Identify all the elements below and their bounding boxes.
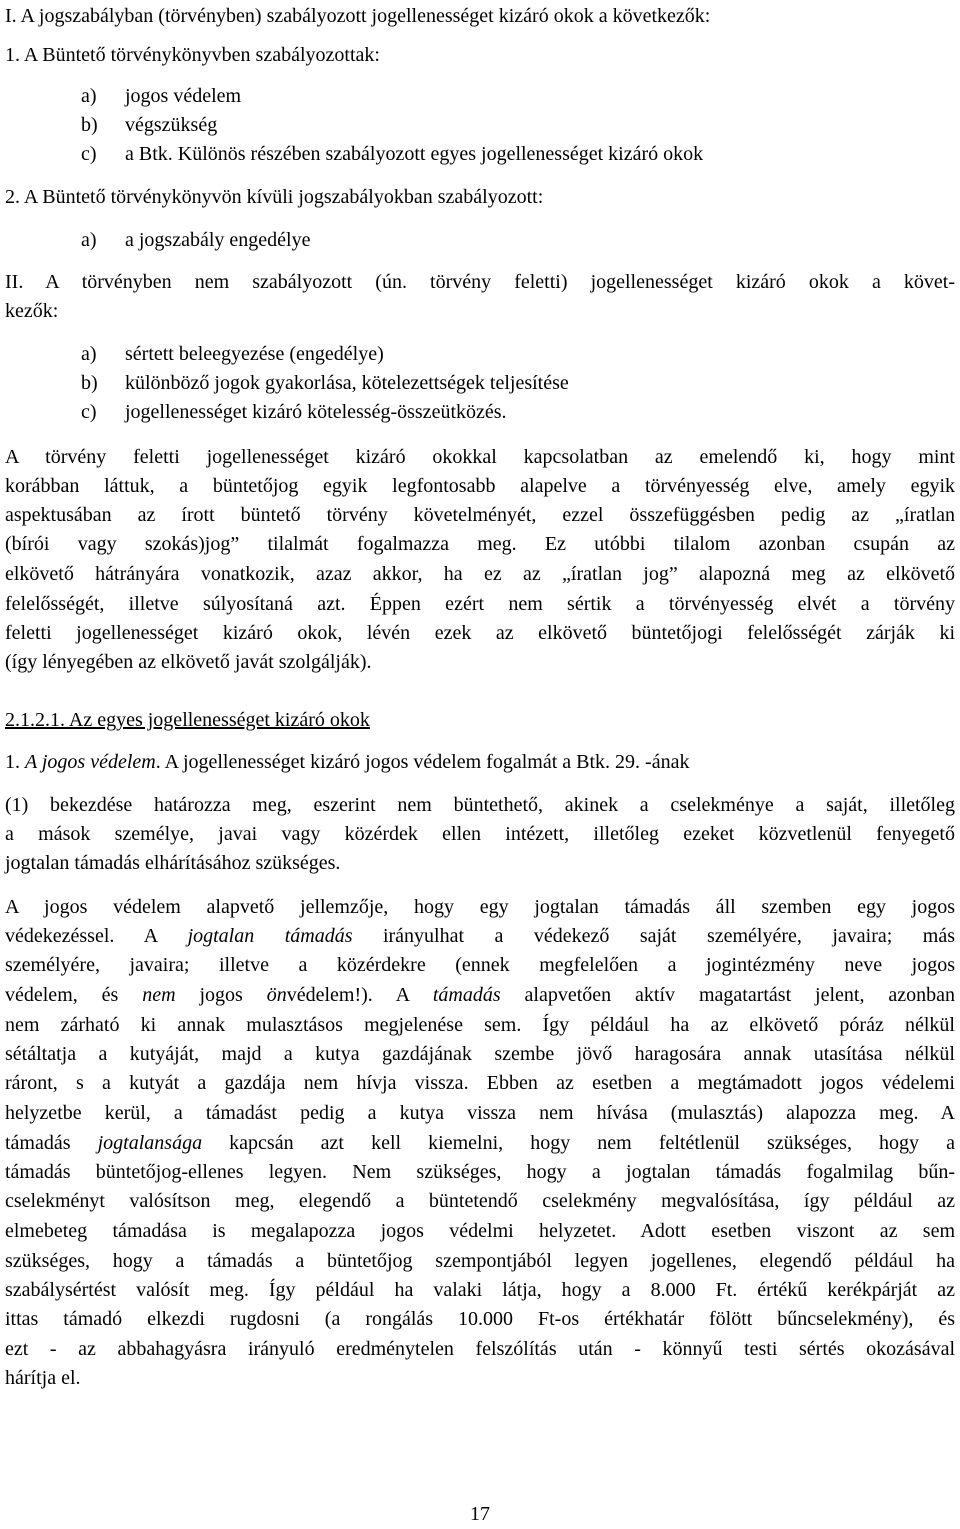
para3-line: védelem, és nem jogos önvédelem!). A támadás alapvetően aktív magatartást jelent, azonban (5, 984, 955, 1006)
para3-line: cselekményt valósítson meg, elegendő a büntetendő cselekmény megvalósítása, így például az (5, 1190, 955, 1212)
emphasis: ön (266, 984, 287, 1006)
list-item-text: végszükség (125, 114, 218, 136)
emphasis: jogtalansága (97, 1132, 203, 1154)
list-item-label: b) (81, 114, 98, 136)
para3-line: ittas támadó elkezdi rugdosni (a rongálás 10.000 Ft-os értékhatár fölött bűncselekmény), és (5, 1308, 955, 1330)
para3-line: helyzetbe kerül, a támadást pedig a kutya vissza nem hívása (mulasztás) alapozza meg. A (5, 1102, 955, 1124)
para3-line: nem zárható ki annak mulasztásos megjelenése sem. Így például ha az elkövető póráz nélkül (5, 1014, 955, 1036)
list-item-text: a Btk. Különös részében szabályozott egyes jogellenességet kizáró okok (125, 143, 704, 165)
list-item-label: c) (81, 401, 97, 423)
para1-line: A törvény feletti jogellenességet kizáró okokkal kapcsolatban az emelendő ki, hogy mint (5, 446, 955, 468)
para3-line: A jogos védelem alapvető jellemzője, hogy egy jogtalan támadás áll szemben egy jogos (5, 896, 955, 918)
section-heading: 2.1.2.1. Az egyes jogellenességet kizáró okok (5, 709, 370, 731)
para2-line: jogtalan támadás elhárításához szükséges. (5, 852, 341, 874)
para3-line: elmebeteg támadása is megalapozza jogos védelmi helyzetet. Adott esetben viszont az sem (5, 1220, 955, 1242)
list-item-text: jogos védelem (125, 85, 242, 107)
para2-line: a mások személye, javai vagy közérdek ellen intézett, illetőleg ezeket közvetlenül fenyegető (5, 823, 955, 845)
para1-line: elkövető hátrányára vonatkozik, azaz akkor, ha ez az „íratlan jog” alapozná meg az elkövető (5, 563, 955, 585)
para3-line: ezt - az abbahagyásra irányuló eredménytelen felszólítás után - könnyű testi sértés okozásával (5, 1338, 955, 1360)
para1-line: (bírói vagy szokás)jog” tilalmát fogalmazza meg. Ez utóbbi tilalom azonban csupán az (5, 533, 955, 555)
emphasis: jogtalan támadás (187, 925, 353, 947)
list-item-text: sértett beleegyezése (engedélye) (125, 343, 384, 365)
list-item-label: a) (81, 229, 97, 251)
para1-line: feletti jogellenességet kizáró okok, lévén ezek az elkövető büntetőjogi felelősségét zárják ki (5, 622, 955, 644)
para3-line: támadás büntetőjog-ellenes legyen. Nem szükséges, hogy a jogtalan támadás fogalmilag bűn- (5, 1161, 955, 1183)
list-item-label: b) (81, 372, 98, 394)
list-item-text: a jogszabály engedélye (125, 229, 311, 251)
para3-line: sétáltatja a kutyáját, majd a kutya gazdájának szembe jövő haragosára annak utasítása nélkül (5, 1043, 955, 1065)
emphasis: támadás (432, 984, 501, 1006)
para3-line: személyére, javaira; illetve a közérdekre (ennek megfelelően a jogintézmény neve jogos (5, 954, 955, 976)
page-number: 17 (470, 1503, 490, 1525)
para1-line: (így lényegében az elkövető javát szolgálják). (5, 651, 372, 673)
para3-line: hárítja el. (5, 1367, 81, 1389)
jogos-title: A jogos védelem (25, 751, 156, 773)
heading-2: 2. A Büntető törvénykönyvön kívüli jogszabályokban szabályozott: (5, 186, 544, 208)
jogos-vedelem-line (5, 748, 689, 777)
para3-line: ráront, s a kutyát a gazdája nem hívja vissza. Ebben az esetben a megtámadott jogos védelemi (5, 1072, 955, 1094)
list-item-text: jogellenességet kizáró kötelesség-összeütközés. (125, 401, 507, 423)
list-item-label: a) (81, 343, 97, 365)
list-item-label: c) (81, 143, 97, 165)
heading-II-line-2: kezők: (5, 300, 59, 322)
list-item-text: különböző jogok gyakorlása, kötelezettségek teljesítése (125, 372, 569, 394)
para3-line: szabálysértést valósít meg. Így például ha valaki látja, hogy a 8.000 Ft. értékű kerékpárját az (5, 1279, 955, 1301)
para1-line: aspektusában az írott büntető törvény követelményét, ezzel összefüggésben pedig az „íratlan (5, 504, 955, 526)
para1-line: felelősségét, illetve súlyosítaná azt. Éppen ezért nem sértik a törvényesség elvét a törvény (5, 593, 955, 615)
heading-1: 1. A Büntető törvénykönyvben szabályozottak: (5, 44, 380, 66)
para2-line: (1) bekezdése határozza meg, eszerint nem büntethető, akinek a cselekménye a saját, illetőleg (5, 794, 955, 816)
list-item-label: a) (81, 85, 97, 107)
para3-line: támadás jogtalansága kapcsán azt kell kiemelni, hogy nem feltétlenül szükséges, hogy a (5, 1132, 956, 1154)
jogos-rest: . A jogellenességet kizáró jogos védelem fogalmát a Btk. 29. -ának (155, 751, 690, 773)
jogos-number: 1. (5, 751, 20, 773)
para1-line: korábban láttuk, a büntetőjog egyik legfontosabb alapelve a törvényesség elve, amely egyik (5, 475, 955, 497)
heading-II-line-1: II. A törvényben nem szabályozott (ún. törvény feletti) jogellenességet kizáró okok a követ- (5, 271, 955, 293)
para3-line: védekezéssel. A jogtalan támadás irányulhat a védekező saját személyére, javaira; más (5, 925, 955, 947)
emphasis: nem (142, 984, 176, 1006)
para3-line: szükséges, hogy a támadás a büntetőjog szempontjából legyen jogellenes, elegendő például ha (5, 1250, 955, 1272)
heading-I: I. A jogszabályban (törvényben) szabályozott jogellenességet kizáró okok a következők: (5, 5, 711, 27)
